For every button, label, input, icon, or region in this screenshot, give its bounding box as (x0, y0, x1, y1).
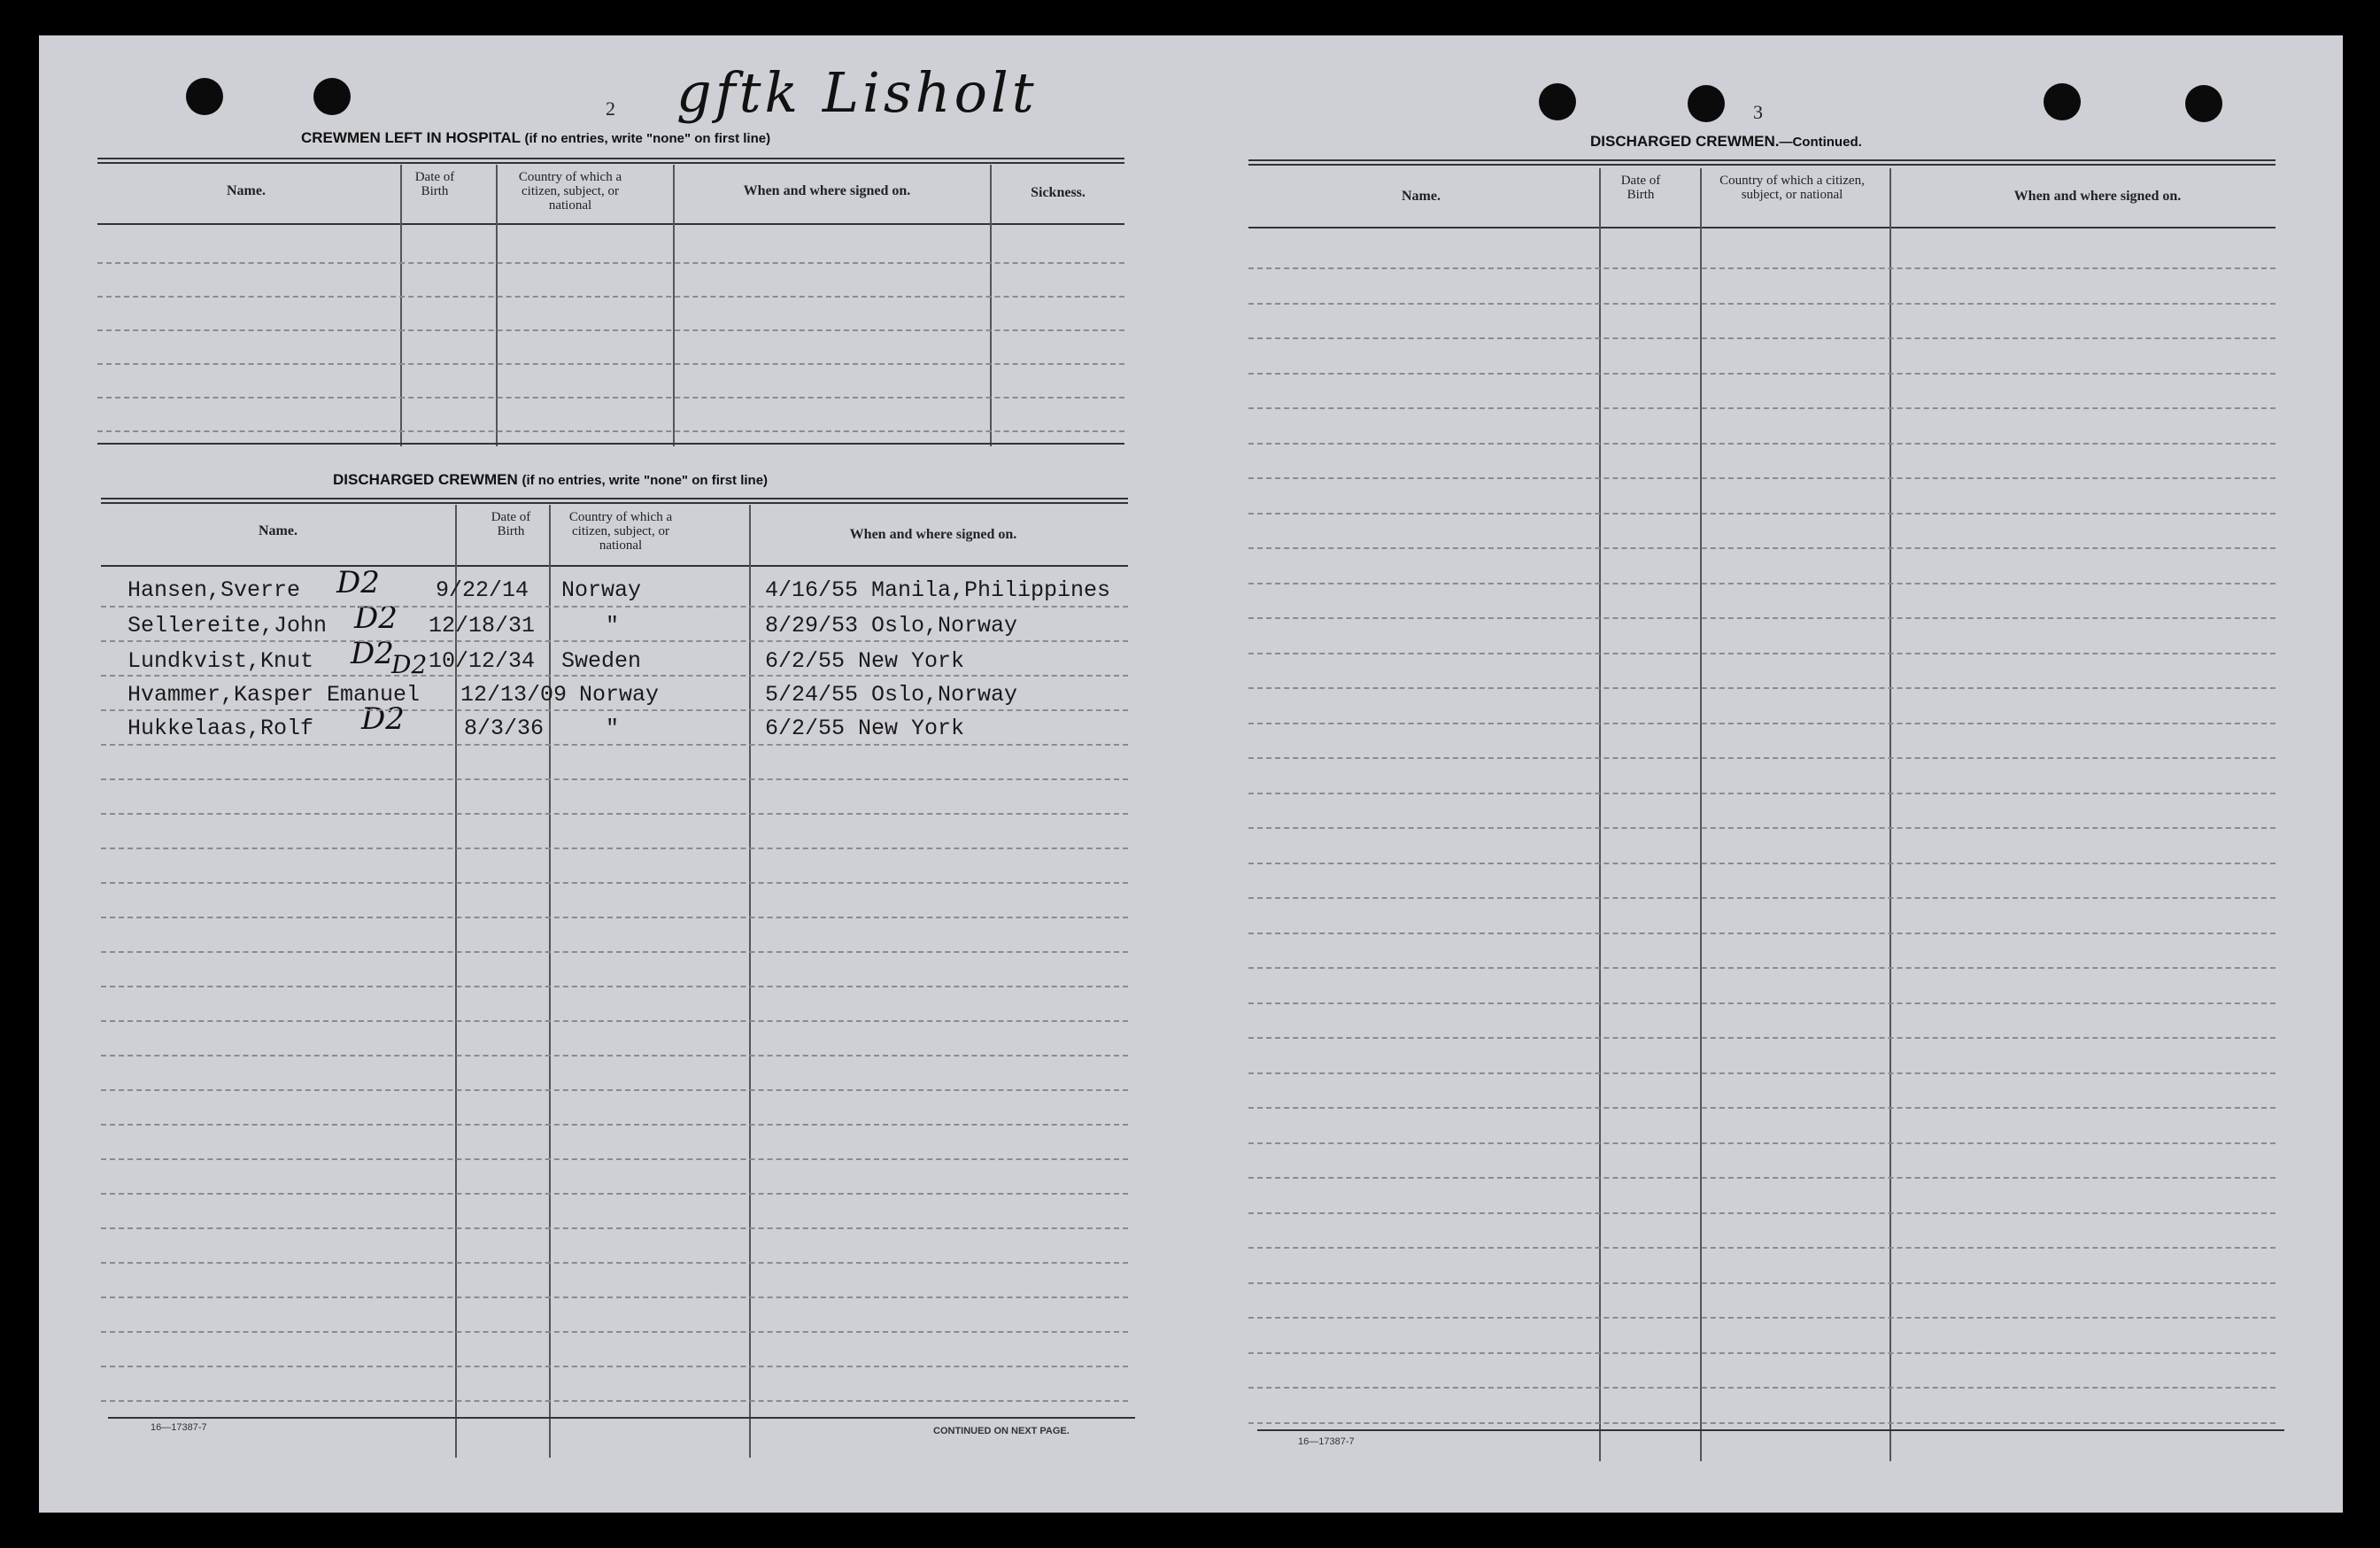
crew-name: Hukkelaas,Rolf (128, 716, 314, 741)
hospital-row-line (97, 329, 1124, 331)
ruled-line (1248, 1212, 2276, 1214)
hospital-header-sickness: Sickness. (1031, 185, 1086, 200)
hospital-col-divider (990, 165, 992, 446)
crew-signed: 6/2/55 New York (765, 716, 965, 741)
ruled-line (101, 951, 1128, 953)
ruled-line (101, 1020, 1128, 1022)
ruled-line (101, 1158, 1128, 1160)
ruled-line (1248, 337, 2276, 339)
crew-dob: 12/13/09 (460, 682, 568, 708)
crew-name: Hansen,Sverre (128, 577, 301, 603)
ruled-line (101, 640, 1128, 642)
discharged-header-rule (101, 565, 1128, 567)
hospital-title-note: (if no entries, write "none" on first line) (524, 131, 771, 146)
form-number-left: 16—17387-7 (151, 1422, 207, 1433)
right-header-dob: Date of Birth (1620, 174, 1661, 202)
ruled-line (1248, 303, 2276, 305)
discharged-continued-title (1590, 133, 1862, 151)
hospital-header-country: Country of which a citizen, subject, or national (518, 170, 622, 213)
ruled-line (101, 606, 1128, 608)
discharged-header-country: Country of which a citizen, subject, or national (568, 510, 673, 553)
ruled-line (101, 1262, 1128, 1264)
crew-row (128, 565, 1128, 608)
page-number-right: 3 (1753, 101, 1763, 123)
ruled-line (1248, 513, 2276, 515)
form-number-right: 16—17387-7 (1298, 1436, 1355, 1447)
discharge-mark: D2 (354, 600, 398, 636)
punch-hole (2044, 83, 2081, 120)
page-number-left: 2 (606, 97, 615, 120)
ruled-line (1248, 373, 2276, 375)
crew-country: Norway (579, 682, 660, 708)
ruled-line (101, 1400, 1128, 1402)
right-col-divider (1889, 168, 1891, 1461)
punch-hole (2185, 85, 2222, 122)
discharged-bottom-rule (108, 1417, 1135, 1419)
manifest-sheet (39, 35, 2343, 1513)
ruled-line (101, 882, 1128, 884)
ruled-line (1248, 827, 2276, 829)
hospital-col-divider (673, 165, 675, 446)
discharged-continued-suffix: —Continued. (1779, 135, 1862, 150)
crew-signed: 6/2/55 New York (765, 648, 965, 674)
hospital-row-line (97, 262, 1124, 264)
ruled-line (101, 848, 1128, 849)
discharge-mark: D2 (336, 565, 380, 600)
hospital-header-name: Name. (227, 183, 266, 198)
discharged-section-title (333, 471, 768, 489)
ruled-line (101, 1055, 1128, 1057)
ruled-line (1248, 793, 2276, 794)
right-header-name: Name. (1402, 189, 1441, 204)
discharge-mark: D2 (361, 701, 405, 737)
discharge-mark: D2 (351, 636, 394, 671)
punch-hole (1688, 85, 1725, 122)
crew-country: " (606, 613, 620, 639)
ruled-line (1248, 967, 2276, 969)
ruled-line (1248, 1352, 2276, 1354)
ruled-line (1248, 443, 2276, 445)
handwritten-annotation: gftk Lisholt (676, 60, 1038, 125)
ruled-line (1248, 583, 2276, 584)
ruled-line (1248, 1387, 2276, 1389)
ruled-line (1248, 863, 2276, 864)
ruled-line (1248, 1107, 2276, 1109)
hospital-row-line (97, 397, 1124, 399)
discharged-header-dob: Date of Birth (491, 510, 531, 538)
ruled-line (1248, 1072, 2276, 1074)
crew-dob: 8/3/36 (464, 716, 545, 741)
hospital-title-text: CREWMEN LEFT IN HOSPITAL (301, 129, 521, 146)
crew-country: " (606, 716, 620, 741)
ruled-line (101, 1089, 1128, 1091)
right-header-rule (1248, 227, 2276, 228)
discharged-header-name: Name. (259, 523, 298, 538)
ruled-line (101, 675, 1128, 677)
ruled-line (101, 813, 1128, 815)
continued-note: CONTINUED ON NEXT PAGE. (933, 1426, 1070, 1436)
ruled-line (1248, 477, 2276, 479)
crew-signed: 8/29/53 Oslo,Norway (765, 613, 1018, 639)
ruled-line (101, 1193, 1128, 1195)
ruled-line (1248, 1422, 2276, 1424)
right-top-rule (1248, 159, 2276, 166)
punch-hole (186, 78, 223, 115)
ruled-line (101, 778, 1128, 780)
punch-hole (1539, 83, 1576, 120)
ruled-line (1248, 1317, 2276, 1319)
ruled-line (101, 1331, 1128, 1333)
crew-name: Lundkvist,Knut (128, 648, 314, 674)
hospital-section-title (301, 129, 770, 147)
crew-signed: 4/16/55 Manila,Philippines (765, 577, 1111, 603)
hospital-header-signed: When and where signed on. (743, 183, 911, 198)
ruled-line (1248, 1282, 2276, 1284)
ruled-line (101, 917, 1128, 918)
ruled-line (1248, 547, 2276, 549)
hospital-col-divider (400, 165, 402, 446)
ruled-line (1248, 407, 2276, 409)
crew-country: Sweden (561, 648, 642, 674)
discharged-header-signed: When and where signed on. (849, 527, 1017, 542)
right-header-country: Country of which a citizen, subject, or national (1719, 174, 1865, 202)
ruled-line (1248, 757, 2276, 759)
crew-dob: 9/22/14 (436, 577, 529, 603)
hospital-row-line (97, 430, 1124, 432)
ruled-line (1248, 933, 2276, 934)
right-col-divider (1599, 168, 1601, 1461)
ruled-line (101, 1366, 1128, 1367)
right-col-divider (1700, 168, 1702, 1461)
ruled-line (101, 1296, 1128, 1298)
crew-name: Hvammer,Kasper Emanuel (128, 682, 421, 708)
hospital-header-dob: Date of Birth (414, 170, 455, 198)
discharged-title-text: DISCHARGED CREWMEN (333, 471, 518, 488)
hospital-col-divider (496, 165, 498, 446)
ruled-line (101, 709, 1128, 711)
ruled-line (1248, 1247, 2276, 1249)
crew-country: Norway (561, 577, 642, 603)
discharge-mark: D2 (391, 650, 428, 679)
punch-hole (313, 78, 351, 115)
ruled-line (1248, 1002, 2276, 1004)
ruled-line (1248, 1177, 2276, 1179)
discharged-top-rule (101, 498, 1128, 504)
ruled-line (1248, 687, 2276, 689)
crew-signed: 5/24/55 Oslo,Norway (765, 682, 1018, 708)
hospital-bottom-rule (97, 443, 1124, 445)
hospital-top-rule (97, 158, 1124, 164)
ruled-line (101, 986, 1128, 987)
ruled-line (1248, 1037, 2276, 1039)
right-bottom-rule (1257, 1429, 2284, 1431)
hospital-header-rule (97, 223, 1124, 225)
crew-name: Sellereite,John (128, 613, 328, 639)
crew-dob: 12/18/31 (429, 613, 536, 639)
discharged-title-note: (if no entries, write "none" on first line) (522, 473, 769, 488)
discharged-continued-text: DISCHARGED CREWMEN. (1590, 133, 1780, 150)
ruled-line (101, 1227, 1128, 1229)
ruled-line (1248, 267, 2276, 269)
ruled-line (1248, 1142, 2276, 1144)
right-header-signed: When and where signed on. (2013, 189, 2182, 204)
hospital-row-line (97, 296, 1124, 298)
hospital-row-line (97, 363, 1124, 365)
ruled-line (1248, 653, 2276, 654)
ruled-line (101, 744, 1128, 746)
crew-dob: 10/12/34 (429, 648, 536, 674)
crew-row (128, 636, 1128, 678)
ruled-line (1248, 617, 2276, 619)
crew-row (128, 701, 1128, 746)
ruled-line (1248, 897, 2276, 899)
ruled-line (1248, 723, 2276, 724)
crew-row (128, 600, 1128, 643)
ruled-line (101, 1124, 1128, 1126)
